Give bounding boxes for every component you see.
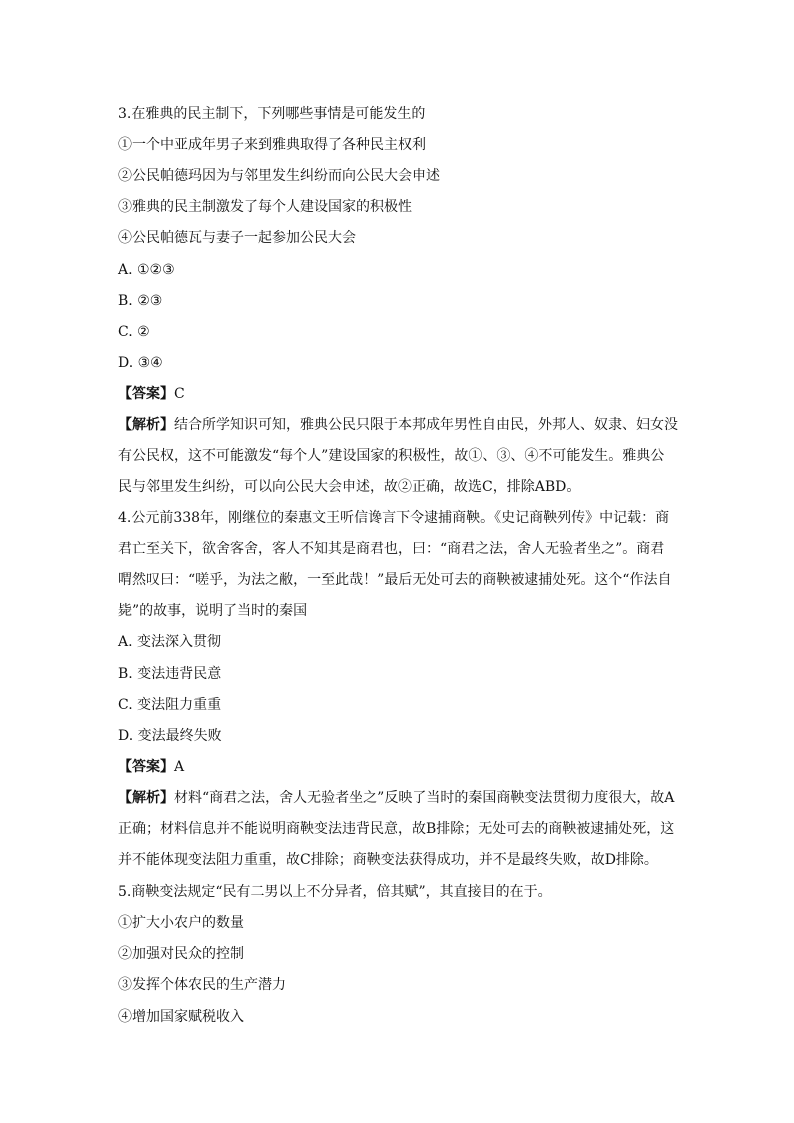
q3-item-4: ④公民帕德瓦与妻子一起参加公民大会: [118, 230, 356, 246]
q5-item-1: ①扩大小农户的数量: [118, 915, 244, 931]
q3-item-2: ②公民帕德玛因为与邻里发生纠纷而向公民大会申述: [118, 168, 440, 184]
q3-option-b: B. ②③: [118, 293, 163, 309]
q4-stem: 4.公元前338年，刚继位的秦惠文王听信谗言下令逮捕商鞅。《史记商鞅列传》中记载：商君亡至关下，欲舍客舍，客人不知其是商君也，曰：“商君之法，舍人无验者坐之”。商君喟然叹曰：“嗟乎，为法之敝，一至此哉！”最后无处可去的商鞅被逮捕处死。这个“作法自毙”的故事，说明了当时的秦国: [118, 510, 672, 619]
answer-value: A: [174, 759, 185, 775]
answer-label: 【答案】: [118, 759, 174, 775]
q4-option-b: B. 变法违背民意: [118, 666, 222, 682]
q4-analysis: [118, 783, 678, 876]
q5-item-3: ③发挥个体农民的生产潜力: [118, 977, 286, 993]
q5-item-2: ②加强对民众的控制: [118, 946, 244, 962]
q5-stem: 5.商鞅变法规定“民有二男以上不分异者，倍其赋”，其直接目的在于。: [118, 884, 552, 900]
answer-label: 【答案】: [118, 386, 174, 402]
q4-option-c: C. 变法阻力重重: [118, 697, 222, 713]
q3-option-c: C. ②: [118, 324, 150, 340]
q3-answer: [118, 384, 185, 404]
q4-answer: [118, 757, 184, 777]
analysis-text: 材料“商君之法，舍人无验者坐之”反映了当时的秦国商鞅变法贯彻力度很大，故A正确；材料信息并不能说明商鞅变法违背民意，故B排除；无处可去的商鞅被逮捕处死，这并不能体现变法阻力重重，故C排除；商鞅变法获得成功，并不是最终失败，故D排除。: [118, 790, 675, 868]
q5-item-4: ④增加国家赋税收入: [118, 1009, 244, 1025]
q3-option-a: A. ①②③: [118, 262, 175, 278]
answer-value: C: [174, 386, 185, 402]
q3-stem: 3.在雅典的民主制下，下列哪些事情是可能发生的: [118, 106, 426, 122]
q4-option-a: A. 变法深入贯彻: [118, 634, 222, 650]
analysis-label: 【解析】: [118, 790, 174, 806]
analysis-text: 结合所学知识可知，雅典公民只限于本邦成年男性自由民，外邦人、奴隶、妇女没有公民权，这不可能激发“每个人”建设国家的积极性，故①、③、④不可能发生。雅典公民与邻里发生纠纷，可以向公民大会申述，故②正确，故选C，排除ABD。: [118, 417, 678, 495]
q3-item-1: ①一个中亚成年男子来到雅典取得了各种民主权利: [118, 137, 426, 153]
analysis-label: 【解析】: [118, 417, 174, 433]
q4-option-d: D. 变法最终失败: [118, 728, 222, 744]
q3-item-3: ③雅典的民主制激发了每个人建设国家的积极性: [118, 199, 412, 215]
q4-stem-block: [118, 503, 678, 627]
q3-option-d: D. ③④: [118, 355, 163, 371]
q3-analysis: [118, 410, 678, 503]
